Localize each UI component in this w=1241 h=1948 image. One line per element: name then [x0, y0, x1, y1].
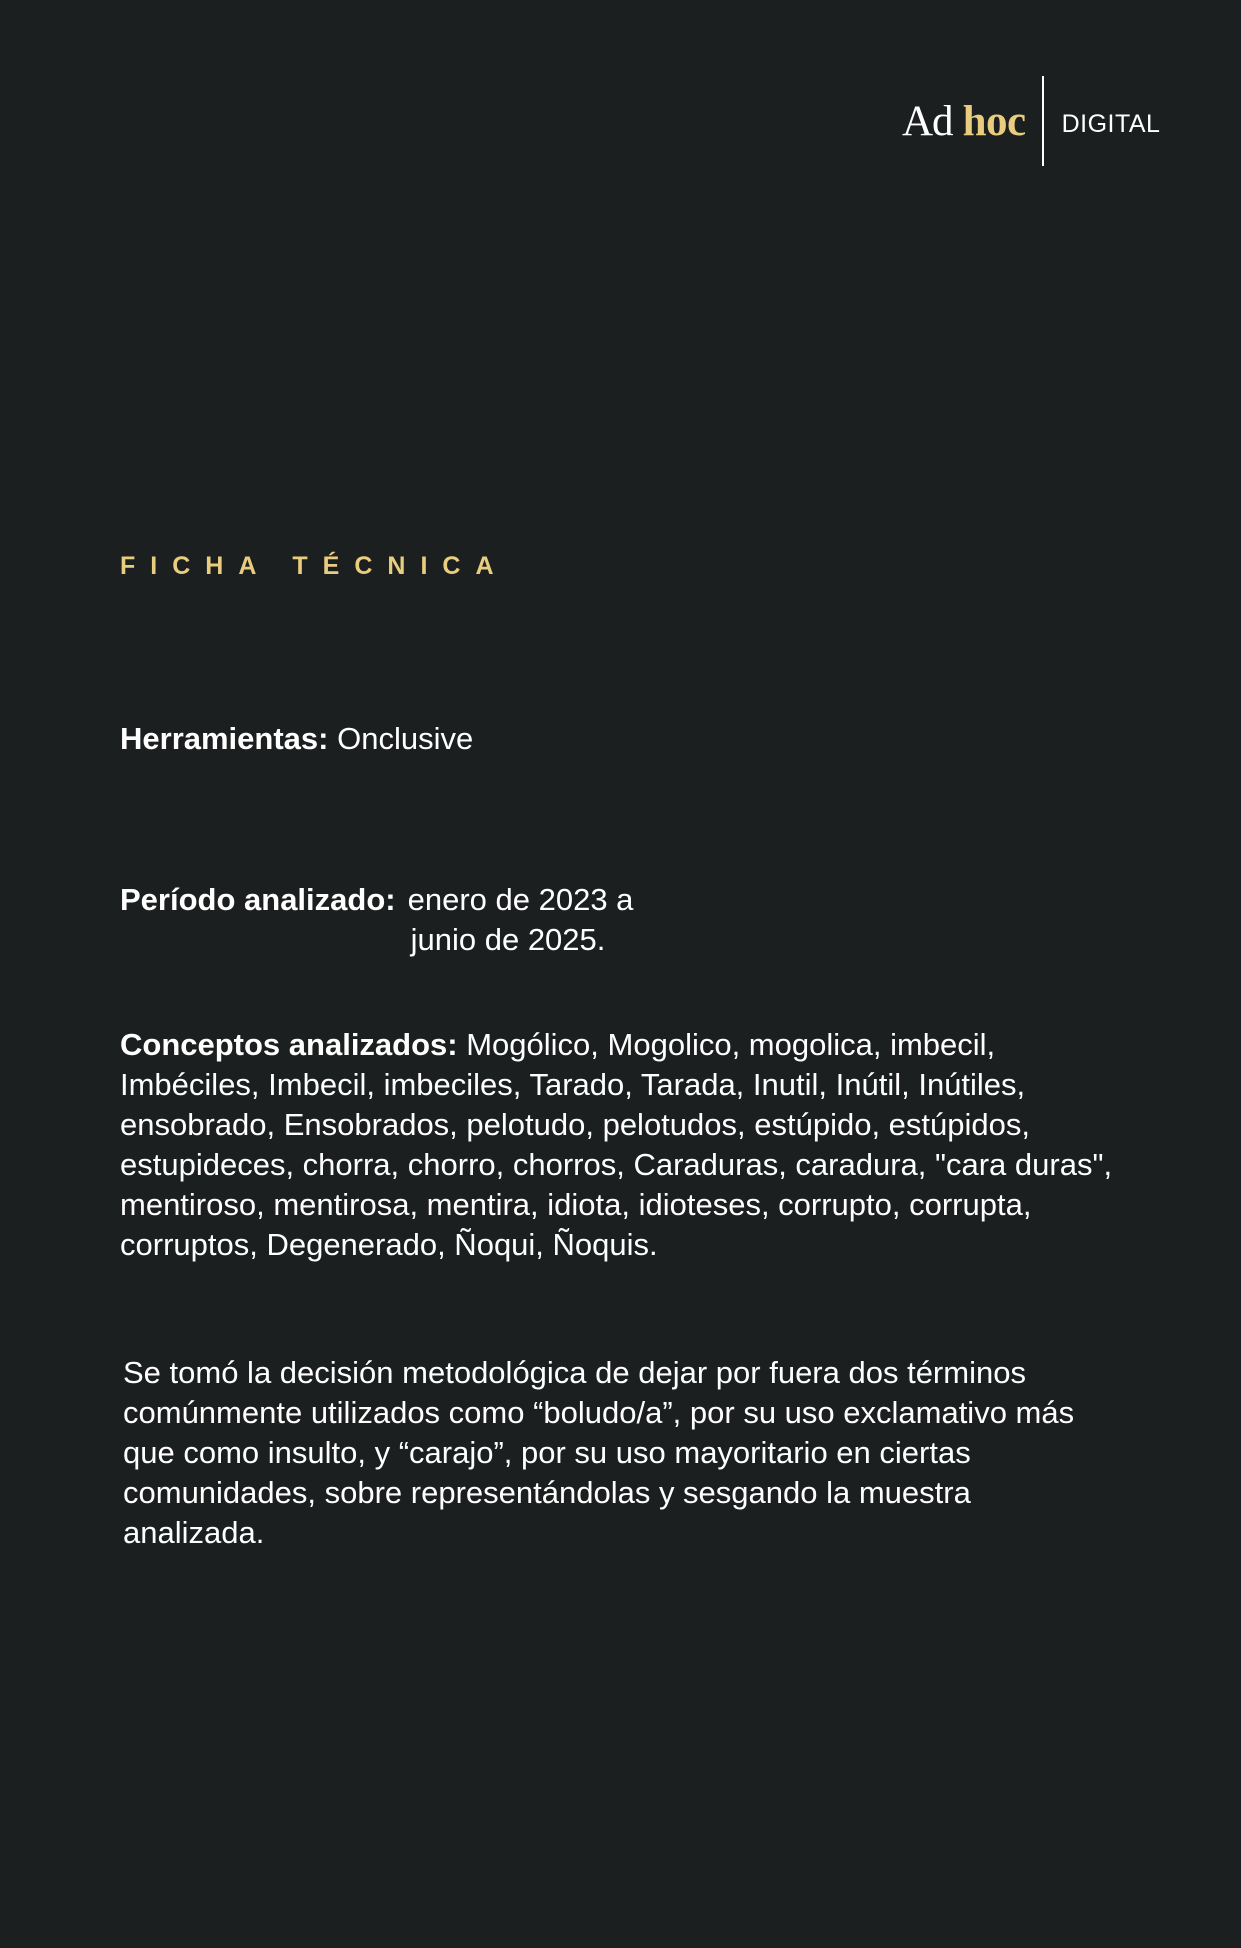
period-field: [120, 880, 633, 960]
period-line-1: enero de 2023 a: [407, 882, 634, 917]
tools-label: Herramientas:: [120, 721, 329, 756]
concepts-field: [120, 1025, 1140, 1265]
logo-digital-text: DIGITAL: [1061, 109, 1161, 138]
brand-logo: [902, 76, 1160, 166]
concepts-value: Mogólico, Mogolico, mogolica, imbecil, Imbéciles, Imbecil, imbeciles, Tarado, Tarada, Inutil, Inútil, Inútiles, ensobrado, Ensobrados, pelotudo, pelotudos, estúpido, estúpidos, estupideces, chorra, chorro, chorros, Caraduras, caradura, "cara duras", mentiroso, mentirosa, mentira, idiota, idioteses, corrupto, corrupta, corruptos, Degenerado, Ñoqui, Ñoquis.: [120, 1027, 1113, 1262]
tools-value: Onclusive: [337, 721, 474, 756]
logo-divider: [1042, 76, 1044, 166]
logo-ad-text: Ad: [902, 97, 953, 145]
concepts-label: Conceptos analizados:: [120, 1027, 458, 1062]
logo-hoc-text: hoc: [962, 97, 1026, 145]
period-line-2: junio de 2025.: [410, 922, 606, 957]
period-value: [408, 880, 634, 960]
section-title: FICHA TÉCNICA: [120, 552, 509, 580]
tools-field: [120, 719, 473, 759]
methodology-note: Se tomó la decisión metodológica de dejar por fuera dos términos comúnmente utilizados como “boludo/a”, por su uso exclamativo más que como insulto, y “carajo”, por su uso mayoritario en ciertas comunidades, sobre representándolas y sesgando la muestra analizada.: [123, 1355, 1075, 1550]
period-label: Período analizado:: [120, 882, 396, 917]
